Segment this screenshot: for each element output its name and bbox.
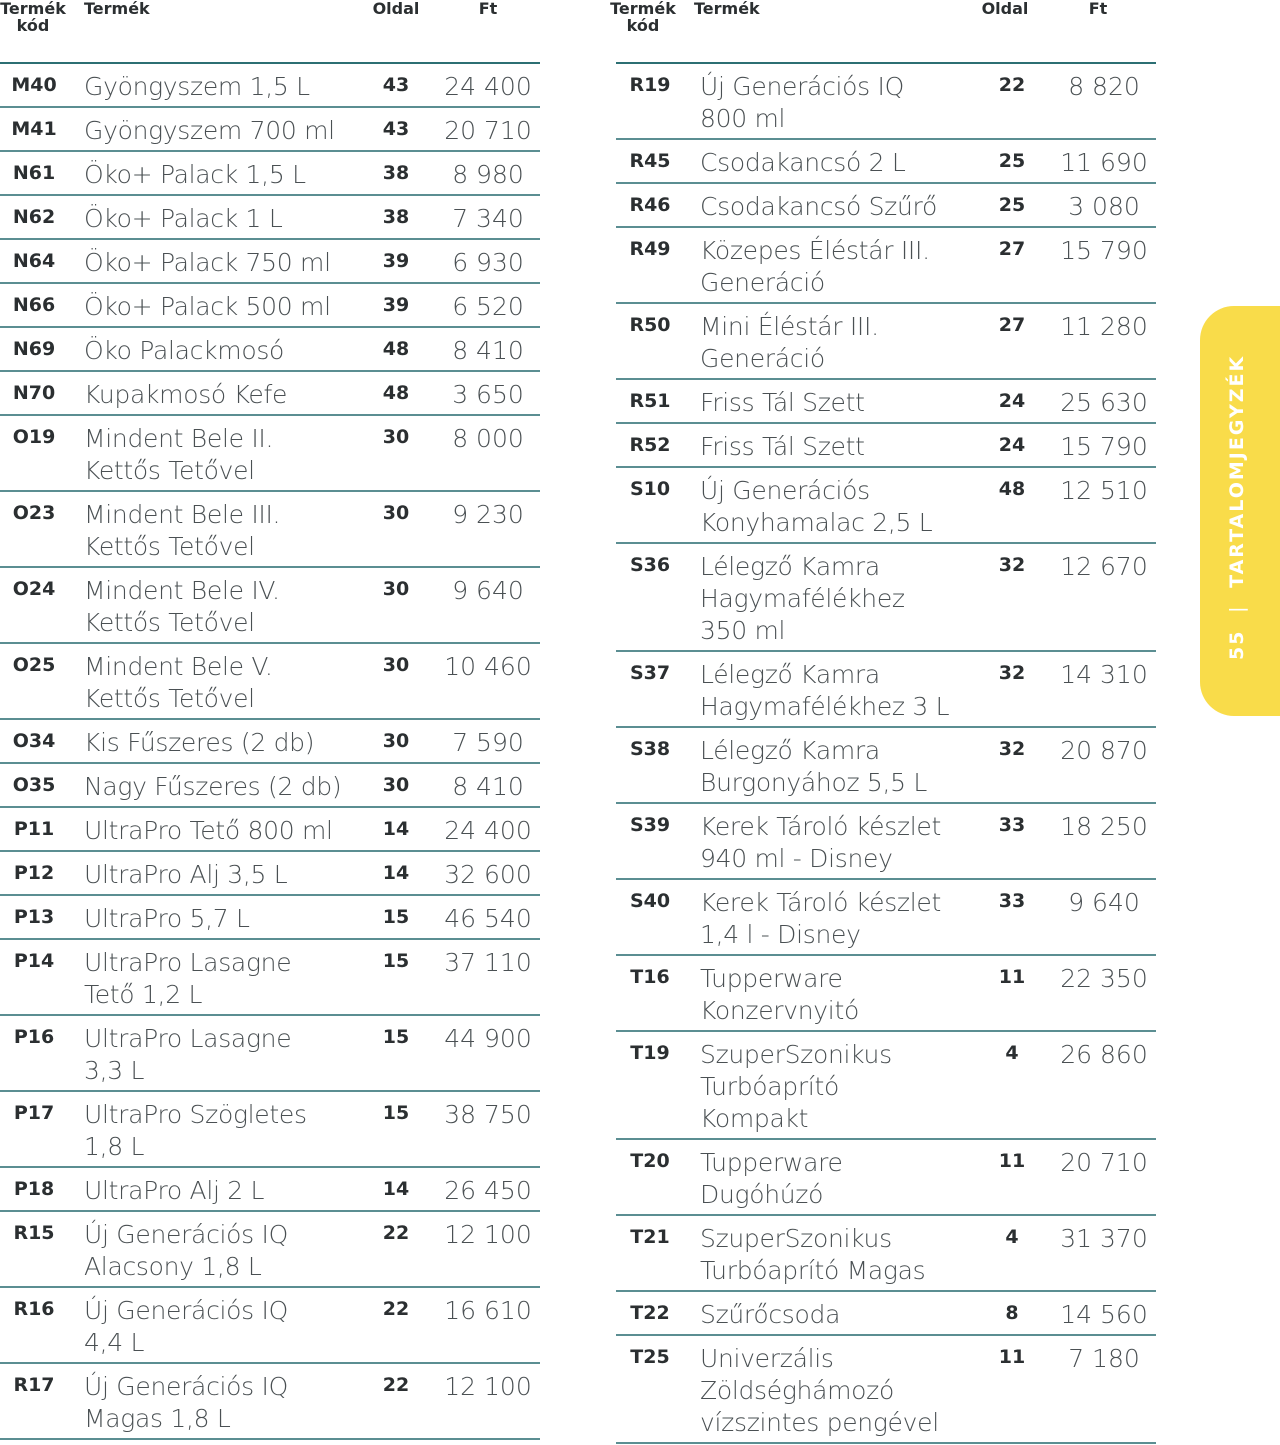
product-name: Gyöngyszem 1,5 L <box>84 72 310 101</box>
table-row <box>616 880 1156 956</box>
product-name: Mindent Bele II. Kettős Tetővel <box>84 424 274 485</box>
price: 20 710 <box>1060 1148 1148 1177</box>
product-name: Univerzális Zöldséghámozó vízszintes pengével <box>700 1344 939 1437</box>
product-table-left <box>0 0 540 1440</box>
catalog-page: 11 <box>998 1150 1026 1172</box>
catalog-page: 30 <box>382 774 410 796</box>
product-name: Friss Tál Szett <box>700 388 865 417</box>
product-code: R15 <box>13 1222 55 1244</box>
product-code: O19 <box>12 426 56 448</box>
table-row <box>616 1140 1156 1216</box>
product-code: P17 <box>13 1102 55 1124</box>
catalog-page: 30 <box>382 578 410 600</box>
table-row <box>0 1364 540 1440</box>
header-page: Oldal <box>981 0 1029 18</box>
product-name: Csodakancsó Szűrő <box>700 192 937 221</box>
product-code: S38 <box>629 738 671 760</box>
table-row <box>616 424 1156 468</box>
product-name: Mindent Bele IV. Kettős Tetővel <box>84 576 280 637</box>
table-row <box>616 184 1156 228</box>
header-code: Termék kód <box>0 0 66 35</box>
product-code: O35 <box>12 774 56 796</box>
product-code: S39 <box>629 814 671 836</box>
catalog-page: 48 <box>382 382 410 404</box>
product-name: Kerek Tároló készlet 1,4 l - Disney <box>700 888 941 949</box>
price: 20 710 <box>444 116 532 145</box>
product-code: N62 <box>12 206 56 228</box>
product-name: Mini Éléstár III. Generáció <box>700 312 879 373</box>
table-row <box>616 1292 1156 1336</box>
product-name: Csodakancsó 2 L <box>700 148 906 177</box>
catalog-page: 11 <box>998 966 1026 988</box>
table-row <box>616 1032 1156 1140</box>
product-code: T20 <box>630 1150 670 1172</box>
product-name: Öko+ Palack 1,5 L <box>84 160 306 189</box>
product-code: P18 <box>13 1178 55 1200</box>
price: 8 410 <box>452 336 524 365</box>
catalog-page: 43 <box>382 74 410 96</box>
product-name: Lélegző Kamra Burgonyához 5,5 L <box>700 736 928 797</box>
catalog-page: 32 <box>998 738 1026 760</box>
price: 3 080 <box>1068 192 1140 221</box>
product-name: SzuperSzonikus Turbóaprító Kompakt <box>700 1040 892 1133</box>
product-name: Tupperware Dugóhúzó <box>700 1148 843 1209</box>
catalog-page: 25 <box>998 194 1026 216</box>
price: 10 460 <box>444 652 532 681</box>
table-row <box>616 804 1156 880</box>
price: 8 410 <box>452 772 524 801</box>
table-row <box>0 1092 540 1168</box>
product-name: Öko+ Palack 1 L <box>84 204 283 233</box>
price: 44 900 <box>444 1024 532 1053</box>
product-name: Öko+ Palack 500 ml <box>84 292 331 321</box>
table-row <box>0 492 540 568</box>
product-code: R49 <box>629 238 671 260</box>
table-row <box>0 196 540 240</box>
catalog-page: 8 <box>1005 1302 1019 1324</box>
table-row <box>0 852 540 896</box>
catalog-page: 32 <box>998 662 1026 684</box>
catalog-page: 15 <box>382 1102 410 1124</box>
table-row <box>0 896 540 940</box>
price: 46 540 <box>444 904 532 933</box>
product-code: R51 <box>629 390 671 412</box>
table-row <box>616 544 1156 652</box>
product-name: Új Generációs Konyhamalac 2,5 L <box>700 476 933 537</box>
price: 14 560 <box>1060 1300 1148 1329</box>
product-code: O23 <box>12 502 56 524</box>
product-code: O25 <box>12 654 56 676</box>
price: 12 510 <box>1060 476 1148 505</box>
catalog-page: 30 <box>382 730 410 752</box>
product-code: T16 <box>630 966 670 988</box>
product-code: S10 <box>629 478 671 500</box>
table-row <box>0 152 540 196</box>
product-name: UltraPro Lasagne Tető 1,2 L <box>84 948 292 1009</box>
table-row <box>0 808 540 852</box>
product-code: O34 <box>12 730 56 752</box>
catalog-page: 30 <box>382 654 410 676</box>
table-row <box>616 140 1156 184</box>
price: 24 400 <box>444 816 532 845</box>
catalog-page: 39 <box>382 294 410 316</box>
table-row <box>0 568 540 644</box>
table-row <box>0 940 540 1016</box>
table-row <box>0 1212 540 1288</box>
product-code: N64 <box>12 250 56 272</box>
catalog-page: 27 <box>998 314 1026 336</box>
table-row <box>616 956 1156 1032</box>
product-name: Öko+ Palack 750 ml <box>84 248 331 277</box>
catalog-page: 14 <box>382 1178 410 1200</box>
product-code: N66 <box>12 294 56 316</box>
product-name: Gyöngyszem 700 ml <box>84 116 335 145</box>
catalog-page: 14 <box>382 818 410 840</box>
price: 24 400 <box>444 72 532 101</box>
product-code: M41 <box>11 118 57 140</box>
product-code: M40 <box>11 74 57 96</box>
product-name: Mindent Bele III. Kettős Tetővel <box>84 500 281 561</box>
product-code: P12 <box>13 862 55 884</box>
product-code: S36 <box>629 554 671 576</box>
product-code: P11 <box>13 818 55 840</box>
catalog-page: 33 <box>998 890 1026 912</box>
table-row <box>616 64 1156 140</box>
product-table-right <box>610 0 1156 1444</box>
product-name: Szűrőcsoda <box>700 1300 841 1329</box>
price: 38 750 <box>444 1100 532 1129</box>
price: 14 310 <box>1060 660 1148 689</box>
product-name: Tupperware Konzervnyitó <box>700 964 859 1025</box>
table-row <box>0 284 540 328</box>
catalog-page: 22 <box>382 1374 410 1396</box>
catalog-page: 4 <box>1005 1042 1019 1064</box>
catalog-page: 14 <box>382 862 410 884</box>
table-row <box>616 1216 1156 1292</box>
table-row <box>0 328 540 372</box>
product-name: UltraPro Szögletes 1,8 L <box>84 1100 307 1161</box>
price: 16 610 <box>444 1296 532 1325</box>
product-name: Kis Fűszeres (2 db) <box>84 728 315 757</box>
price: 15 790 <box>1060 236 1148 265</box>
product-code: R46 <box>629 194 671 216</box>
table-body-right <box>616 64 1156 1444</box>
product-name: Friss Tál Szett <box>700 432 865 461</box>
catalog-page: 43 <box>382 118 410 140</box>
header-product: Termék <box>694 0 760 18</box>
price: 22 350 <box>1060 964 1148 993</box>
table-header <box>610 0 1156 64</box>
price: 12 670 <box>1060 552 1148 581</box>
table-row <box>0 1168 540 1212</box>
table-row <box>616 728 1156 804</box>
price: 3 650 <box>452 380 524 409</box>
product-code: P16 <box>13 1026 55 1048</box>
catalog-page: 48 <box>998 478 1026 500</box>
price: 8 980 <box>452 160 524 189</box>
product-name: Öko Palackmosó <box>84 336 285 365</box>
price: 7 180 <box>1068 1344 1140 1373</box>
price: 7 340 <box>452 204 524 233</box>
price: 9 230 <box>452 500 524 529</box>
product-name: UltraPro Alj 2 L <box>84 1176 265 1205</box>
product-code: T19 <box>630 1042 670 1064</box>
product-code: R17 <box>13 1374 55 1396</box>
product-code: T21 <box>630 1226 670 1248</box>
header-price: Ft <box>1088 0 1108 18</box>
catalog-page: 22 <box>998 74 1026 96</box>
table-row <box>616 468 1156 544</box>
product-code: R45 <box>629 150 671 172</box>
product-name: UltraPro Lasagne 3,3 L <box>84 1024 292 1085</box>
product-name: Mindent Bele V. Kettős Tetővel <box>84 652 273 713</box>
product-code: S40 <box>629 890 671 912</box>
product-code: T22 <box>630 1302 670 1324</box>
catalog-page: 39 <box>382 250 410 272</box>
table-row <box>0 1016 540 1092</box>
catalog-page: 22 <box>382 1222 410 1244</box>
product-name: Nagy Fűszeres (2 db) <box>84 772 342 801</box>
price: 26 860 <box>1060 1040 1148 1069</box>
catalog-page: 25 <box>998 150 1026 172</box>
price: 9 640 <box>1068 888 1140 917</box>
product-name: Közepes Éléstár III. Generáció <box>700 236 930 297</box>
table-row <box>616 380 1156 424</box>
price: 20 870 <box>1060 736 1148 765</box>
table-row <box>0 416 540 492</box>
table-row <box>0 1288 540 1364</box>
catalog-page: 32 <box>998 554 1026 576</box>
header-price: Ft <box>478 0 498 18</box>
table-row <box>0 240 540 284</box>
catalog-page: 11 <box>998 1346 1026 1368</box>
catalog-page: 38 <box>382 206 410 228</box>
catalog-page: 15 <box>382 1026 410 1048</box>
price: 26 450 <box>444 1176 532 1205</box>
product-code: T25 <box>630 1346 670 1368</box>
price: 37 110 <box>444 948 532 977</box>
product-name: UltraPro Alj 3,5 L <box>84 860 288 889</box>
product-code: N69 <box>12 338 56 360</box>
price: 32 600 <box>444 860 532 889</box>
product-name: Lélegző Kamra Hagymafélékhez 3 L <box>700 660 950 721</box>
product-name: Kupakmosó Kefe <box>84 380 288 409</box>
product-code: N61 <box>12 162 56 184</box>
price: 31 370 <box>1060 1224 1148 1253</box>
side-tab-label <box>1226 355 1248 660</box>
product-code: R52 <box>629 434 671 456</box>
table-row <box>0 720 540 764</box>
product-name: Új Generációs IQ Magas 1,8 L <box>84 1372 288 1433</box>
table-row <box>616 304 1156 380</box>
price: 7 590 <box>452 728 524 757</box>
table-row <box>0 372 540 416</box>
catalog-page: 15 <box>382 950 410 972</box>
product-code: R50 <box>629 314 671 336</box>
price: 9 640 <box>452 576 524 605</box>
table-row <box>0 764 540 808</box>
catalog-page: 33 <box>998 814 1026 836</box>
table-row <box>616 652 1156 728</box>
product-code: R19 <box>629 74 671 96</box>
table-row <box>616 228 1156 304</box>
price: 11 280 <box>1060 312 1148 341</box>
header-page: Oldal <box>372 0 420 18</box>
product-name: Lélegző Kamra Hagymafélékhez 350 ml <box>700 552 905 645</box>
price: 12 100 <box>444 1372 532 1401</box>
section-title: TARTALOMJEGYZÉK <box>1226 354 1248 588</box>
catalog-page: 38 <box>382 162 410 184</box>
product-code: P13 <box>13 906 55 928</box>
table-row <box>0 108 540 152</box>
separator: | <box>1226 604 1248 613</box>
price: 6 930 <box>452 248 524 277</box>
catalog-page: 24 <box>998 390 1026 412</box>
product-name: Új Generációs IQ 4,4 L <box>84 1296 288 1357</box>
page-number: 55 <box>1226 629 1248 660</box>
table-row <box>616 1336 1156 1444</box>
product-name: Új Generációs IQ 800 ml <box>700 72 904 133</box>
price: 18 250 <box>1060 812 1148 841</box>
catalog-page: 27 <box>998 238 1026 260</box>
price: 15 790 <box>1060 432 1148 461</box>
price: 8 820 <box>1068 72 1140 101</box>
product-code: P14 <box>13 950 55 972</box>
header-code: Termék kód <box>610 0 676 35</box>
product-code: N70 <box>12 382 56 404</box>
product-name: UltraPro Tető 800 ml <box>84 816 333 845</box>
catalog-page: 24 <box>998 434 1026 456</box>
catalog-page: 30 <box>382 426 410 448</box>
product-name: SzuperSzonikus Turbóaprító Magas <box>700 1224 926 1285</box>
header-product: Termék <box>84 0 150 18</box>
price: 11 690 <box>1060 148 1148 177</box>
price: 12 100 <box>444 1220 532 1249</box>
catalog-page: 4 <box>1005 1226 1019 1248</box>
catalog-page: 48 <box>382 338 410 360</box>
table-row <box>0 644 540 720</box>
catalog-page: 30 <box>382 502 410 524</box>
table-header <box>0 0 540 64</box>
product-name: UltraPro 5,7 L <box>84 904 250 933</box>
price: 25 630 <box>1060 388 1148 417</box>
price: 6 520 <box>452 292 524 321</box>
product-code: R16 <box>13 1298 55 1320</box>
table-row <box>0 64 540 108</box>
product-code: S37 <box>629 662 671 684</box>
catalog-page: 22 <box>382 1298 410 1320</box>
catalog-page: 15 <box>382 906 410 928</box>
product-name: Kerek Tároló készlet 940 ml - Disney <box>700 812 941 873</box>
product-name: Új Generációs IQ Alacsony 1,8 L <box>84 1220 288 1281</box>
product-code: O24 <box>12 578 56 600</box>
table-body-left <box>0 64 540 1440</box>
price: 8 000 <box>452 424 524 453</box>
